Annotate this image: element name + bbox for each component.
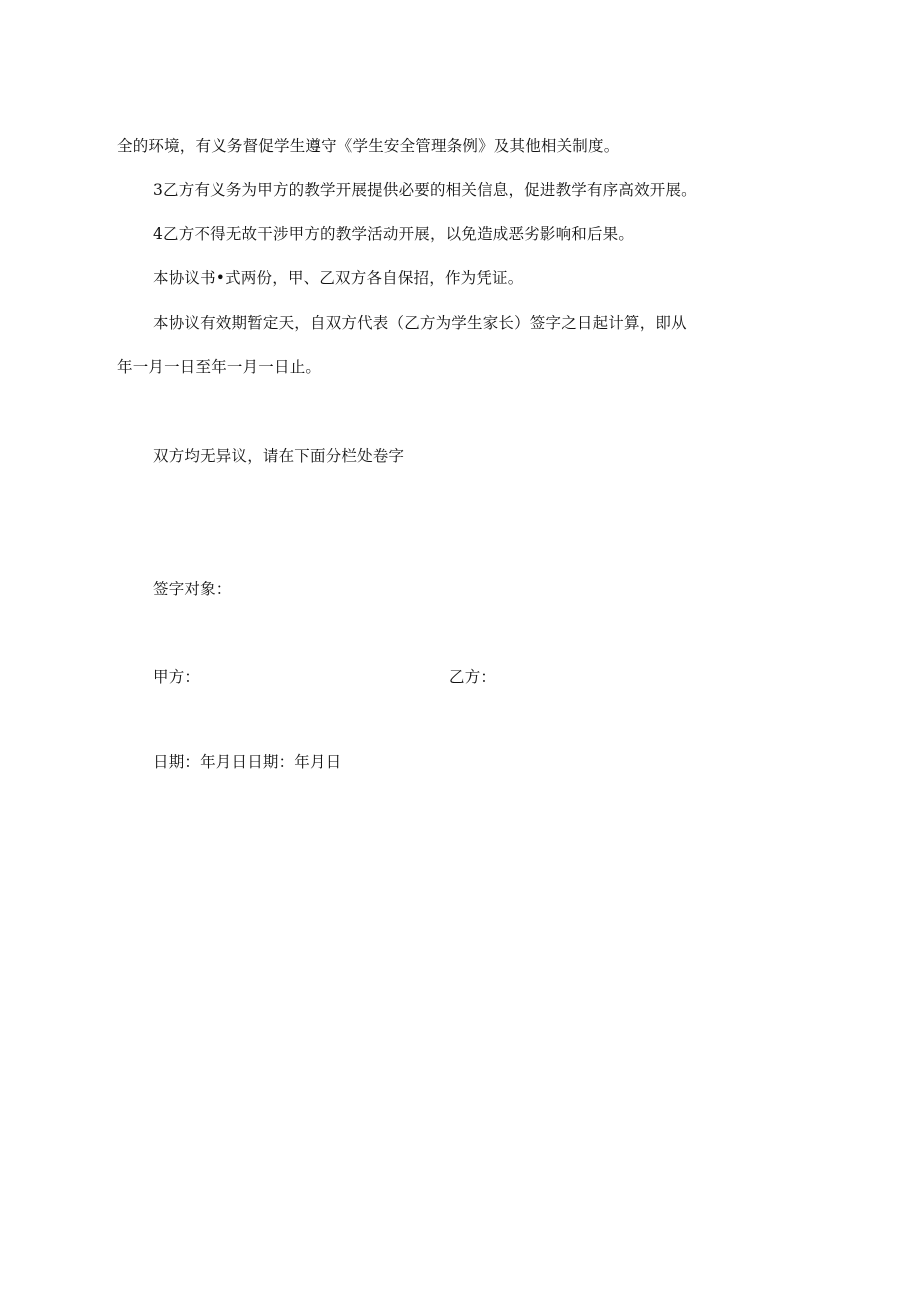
paragraph-copies: 本协议书•式两份，甲、乙双方各自保招，作为凭证。 bbox=[153, 269, 524, 287]
party-a-label: 甲方： bbox=[153, 668, 201, 686]
date-line: 日期：年月日日期：年月日 bbox=[153, 753, 342, 771]
party-b-label: 乙方： bbox=[449, 668, 497, 686]
paragraph-validity: 本协议有效期暂定天，自双方代表（乙方为学生家长）签字之日起计算，即从 bbox=[153, 314, 687, 332]
signature-heading: 签字对象： bbox=[153, 580, 232, 598]
paragraph-clause-4: 4乙方不得无故干涉甲方的教学活动开展，以免造成恶劣影响和后果。 bbox=[153, 225, 635, 243]
paragraph-safety-duty: 全的环境，有义务督促学生遵守《学生安全管理条例》及其他相关制度。 bbox=[117, 137, 620, 155]
paragraph-validity-dates: 年一月一日至年一月一日止。 bbox=[117, 358, 322, 376]
paragraph-agreement: 双方均无异议，请在下面分栏处卷字 bbox=[153, 447, 405, 465]
paragraph-clause-3: 3乙方有义务为甲方的教学开展提供必要的相关信息，促进教学有序高效开展。 bbox=[153, 181, 697, 199]
